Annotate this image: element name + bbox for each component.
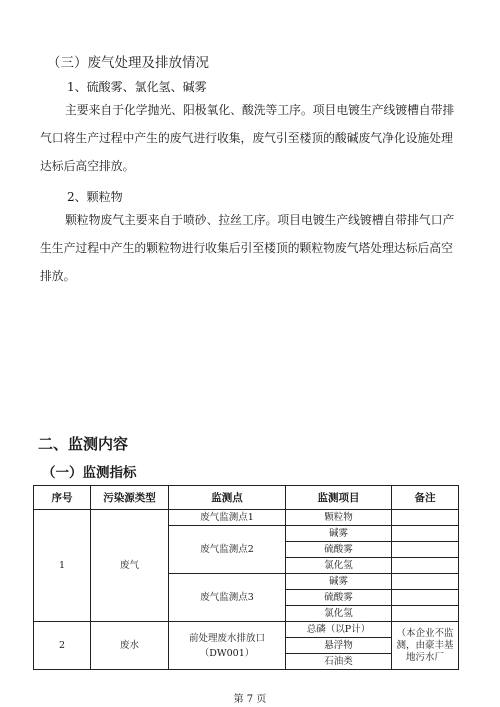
page-number: 第 7 页 [233,694,267,705]
note-cell [392,510,459,526]
monitoring-table [33,485,459,670]
source-type: 废气 [91,510,169,622]
monitor-item: 悬浮物 [286,638,392,654]
table-row [34,510,459,526]
note-cell [392,590,459,606]
note-cell [392,526,459,542]
monitor-item: 氯化氢 [286,606,392,622]
header-cell: 监测点 [169,486,286,510]
section-title: （三）废气处理及排放情况 [47,55,209,71]
header-cell: 污染源类型 [91,486,169,510]
item-heading: 1、硫酸雾、氯化氢、碱雾 [67,80,207,94]
header-cell: 备注 [392,486,459,510]
note-cell [392,606,459,622]
monitor-item: 总磷（以P计） [286,622,392,638]
monitor-item: 碱雾 [286,526,392,542]
note-cell: （本企业不监测，由豪丰基地污水厂 [392,622,459,670]
note-cell [392,558,459,574]
monitor-item: 硫酸雾 [286,542,392,558]
header-cell: 监测项目 [286,486,392,510]
table-row [34,622,459,638]
monitor-item: 颗粒物 [286,510,392,526]
table-header-row [34,486,459,510]
monitor-point [169,622,286,670]
row-number: 2 [34,622,91,670]
outfall-name: 前处理废水排放口 [188,632,265,644]
header-cell: 序号 [34,486,91,510]
outfall-code: （DW001） [199,647,255,659]
source-type: 废水 [91,622,169,670]
monitor-point: 废气监测点1 [169,510,286,526]
monitor-item: 硫酸雾 [286,590,392,606]
monitor-item: 石油类 [286,654,392,670]
note-cell [392,542,459,558]
paragraph: 颗粒物废气主要来自于喷砂、拉丝工序。项目电镀生产线镀槽自带排气口产生生产过程中产生的颗粒物进行收集后引至楼顶的颗粒物废气塔处理达标后高空排放。 [40,213,455,283]
row-number: 1 [34,510,91,622]
monitor-point: 废气监测点2 [169,526,286,574]
monitor-item: 碱雾 [286,574,392,590]
subsection-heading: （一）监测指标 [42,465,137,481]
note-cell [392,574,459,590]
monitor-point: 废气监测点3 [169,574,286,622]
monitor-item: 氯化氢 [286,558,392,574]
section-heading: 二、监测内容 [38,435,129,453]
item-heading: 2、颗粒物 [67,190,123,204]
paragraph: 主要来自于化学抛光、阳极氧化、酸洗等工序。项目电镀生产线镀槽自带排气口将生产过程中产生的废气进行收集，废气引至楼顶的酸碱废气净化设施处理达标后高空排放。 [40,103,455,173]
